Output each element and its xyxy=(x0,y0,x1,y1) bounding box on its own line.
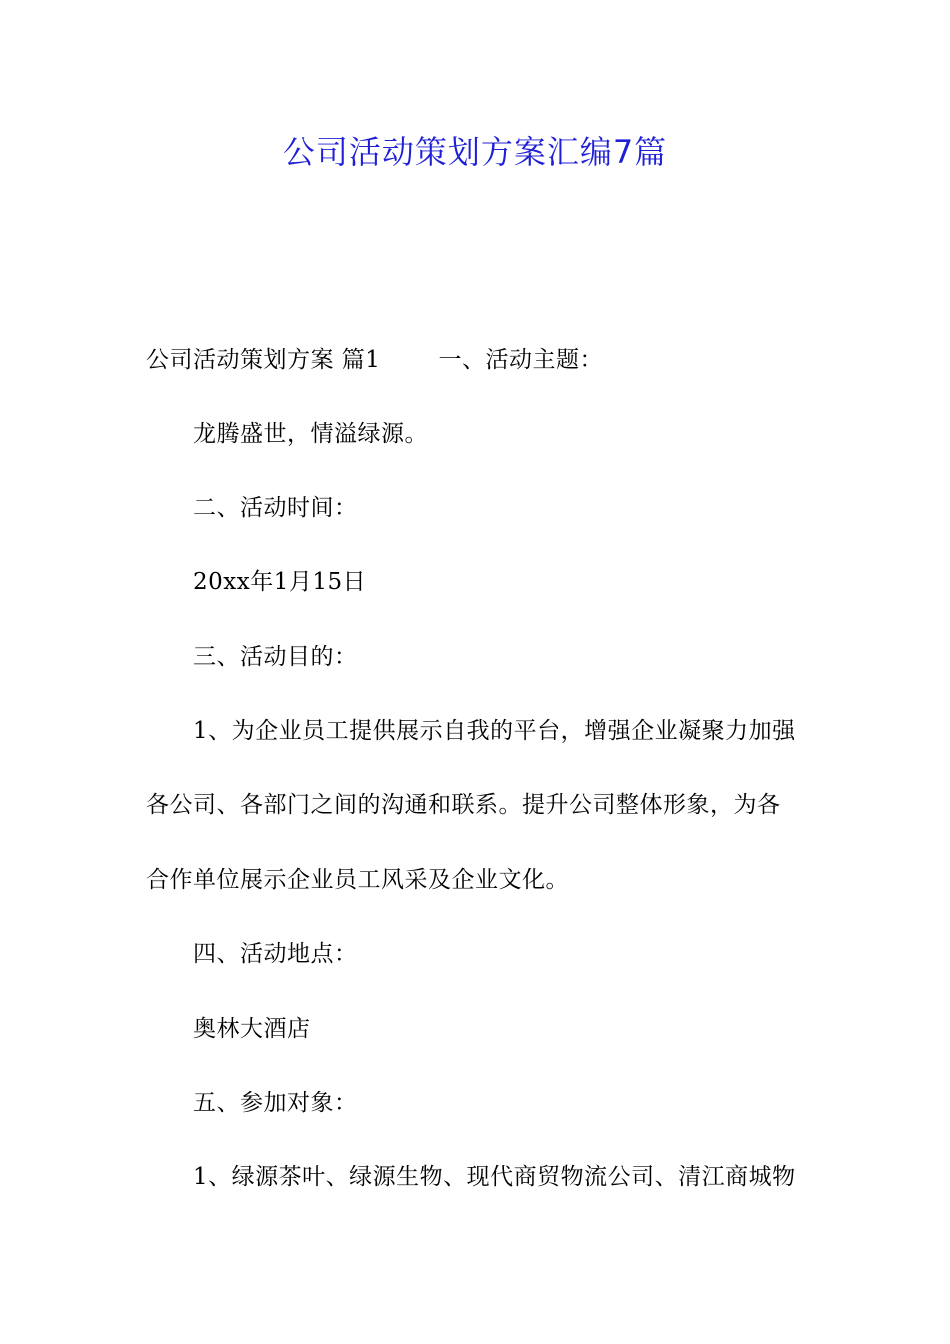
paragraph-date: 20xx年1月15日 xyxy=(193,569,367,595)
paragraph-purpose-line-2: 各公司、各部门之间的沟通和联系。提升公司整体形象，为各 xyxy=(146,792,781,818)
heading-activity-time: 二、活动时间： xyxy=(193,495,358,521)
paragraph-purpose-line-1: 1、为企业员工提供展示自我的平台，增强企业凝聚力加强 xyxy=(193,718,796,744)
document-title: 公司活动策划方案汇编7篇 xyxy=(282,133,668,171)
heading-activity-theme: 一、活动主题： xyxy=(438,347,603,373)
section-heading-line xyxy=(146,343,603,377)
paragraph-theme-text: 龙腾盛世，情溢绿源。 xyxy=(193,421,428,447)
heading-activity-purpose: 三、活动目的： xyxy=(193,644,358,670)
paragraph-participants-line-1: 1、绿源茶叶、绿源生物、现代商贸物流公司、清江商城物 xyxy=(193,1164,796,1190)
heading-activity-location: 四、活动地点： xyxy=(193,941,358,967)
paragraph-purpose-line-3: 合作单位展示企业员工风采及企业文化。 xyxy=(146,867,569,893)
section-heading: 公司活动策划方案 篇1 xyxy=(146,347,381,373)
heading-participants: 五、参加对象： xyxy=(193,1090,358,1116)
paragraph-location: 奥林大酒店 xyxy=(193,1016,311,1042)
